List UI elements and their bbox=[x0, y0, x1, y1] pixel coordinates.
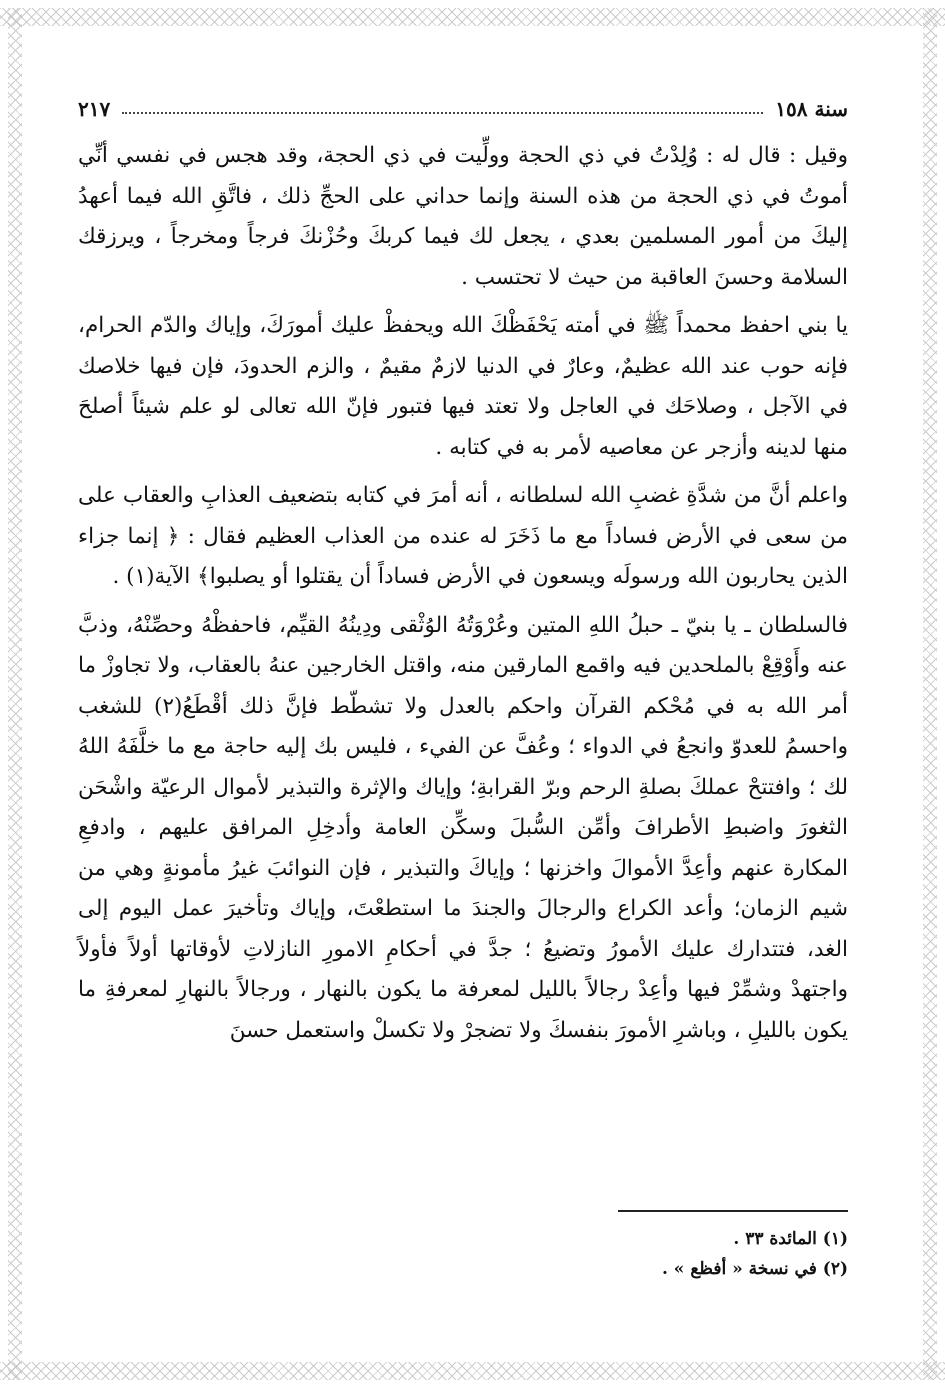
decorative-border-right bbox=[923, 8, 937, 1380]
footnote-1: (١) المائدة ٣٣ . bbox=[733, 1229, 848, 1249]
footnotes bbox=[78, 1210, 848, 1284]
paragraph-3: واعلم أنَّ من شدَّةِ غضبِ الله لسلطانه ، أنه أمرَ في كتابه بتضعيف العذابِ والعقاب على من سعى في الأرض فساداً مع ما ذَخَرَ له عنده من العذاب العظيم فقال : ﴿ إنما جزاء الذين يحاربون الله ورسولَه ويسعون في الأرض فساداً أن يقتلوا أو يصلبوا﴾ الآية(١) . bbox=[78, 483, 848, 589]
footnote-rule bbox=[618, 1210, 848, 1212]
paragraph-1: وقيل : قال له : وُلِدْتُ في ذي الحجة وولِّيت في ذي الحجة، وقد هجس في نفسي أنِّي أموتُ في ذي الحجة من هذه السنة وإنما حداني على الحجِّ ذلك ، فاتَّقِ الله فيما أعهدُ إليكَ من أمور المسلمين بعدي ، يجعل لك فيما كربكَ وحُزْنكَ فرجاً ومخرجاً ، ويرزقك السلامة وحسنَ العاقبة من حيث لا تحتسب . bbox=[78, 143, 848, 290]
paragraph-4: فالسلطان ـ يا بنيّ ـ حبلُ اللهِ المتين وعُرْوَتُهُ الوُثْقى ودِينُهُ القيِّم، فاحفظْهُ وحصِّنْهُ، وذبَّ عنه وأَوْقِعْ بالملحدين فيه واقمع المارقين منه، واقتل الخارجين عنهُ بالعقاب، ولا تجاوزْ ما أمر الله به في مُحْكم القرآن واحكم بالعدل ولا تشطّط فإنَّ ذلك أقْطَعُ(٢) للشغب واحسمُ للعدوّ وانجعُ في الدواء ؛ وعُفَّ عن الفيء ، فليس بك إليه حاجة مع ما خلَّفَهُ اللهُ لك ؛ وافتتحْ عملكَ بصلةِ الرحم وبرّ القرابةِ؛ وإياك والإثرة والتبذير لأموال الرعيّة واشْحَن الثغورَ واضبطِ الأطرافَ وأمِّن السُّبلَ وسكِّن العامة وأدخِلِ المرافق عليهم ، وادفعِ المكارة عنهم وأعِدَّ الأموالَ واخزنها ؛ وإياكَ والتبذير ، فإن النوائبَ غيرُ مأمونةٍ وهي من شيم الزمان؛ وأعد الكراع والرجالَ والجندَ ما استطعْتَ، وإياك وتأخيرَ عمل اليوم إلى الغد، فتتدارك عليك الأمورُ وتضيعُ ؛ جدَّ في أحكامِ الامورِ النازلاتِ لأوقاتها أولاً فأولاً واجتهدْ وشمِّرْ فيها وأعِدْ رجالاً بالليل لمعرفة ما يكون بالنهار ، ورجالاً بالنهارِ لمعرفةِ ما يكون بالليلِ ، وباشرِ الأمورَ بنفسكَ ولا تضجرْ ولا تكسلْ واستعمل حسنَ bbox=[78, 612, 848, 1043]
footnote-2: (٢) في نسخة « أفظع » . bbox=[661, 1259, 848, 1279]
page-number: ٢١٧ bbox=[78, 97, 111, 121]
running-head bbox=[78, 92, 848, 126]
running-head-leader bbox=[122, 112, 763, 114]
decorative-border-bottom bbox=[0, 1362, 945, 1380]
running-head-title: سنة ١٥٨ bbox=[775, 97, 848, 121]
decorative-border-top bbox=[0, 8, 945, 26]
page-body bbox=[78, 92, 848, 1051]
paragraph-2: يا بني احفظ محمداً ﷺ في أمته يَحْفَظْكَ الله ويحفظْ عليك أمورَكَ، وإياك والدّم الحرام، فإنه حوب عند الله عظيمٌ، وعارٌ في الدنيا لازمٌ مقيمٌ ، والزم الحدودَ، فإن فيها خلاصك في الآجل ، وصلاحَك في العاجل ولا تعتد فيها فتبور فإنّ الله تعالى لو علم شيئاً أصلحَ منها لدينه وأزجر عن معاصيه لأمر به في كتابه . bbox=[78, 313, 848, 460]
decorative-border-left bbox=[8, 8, 22, 1380]
